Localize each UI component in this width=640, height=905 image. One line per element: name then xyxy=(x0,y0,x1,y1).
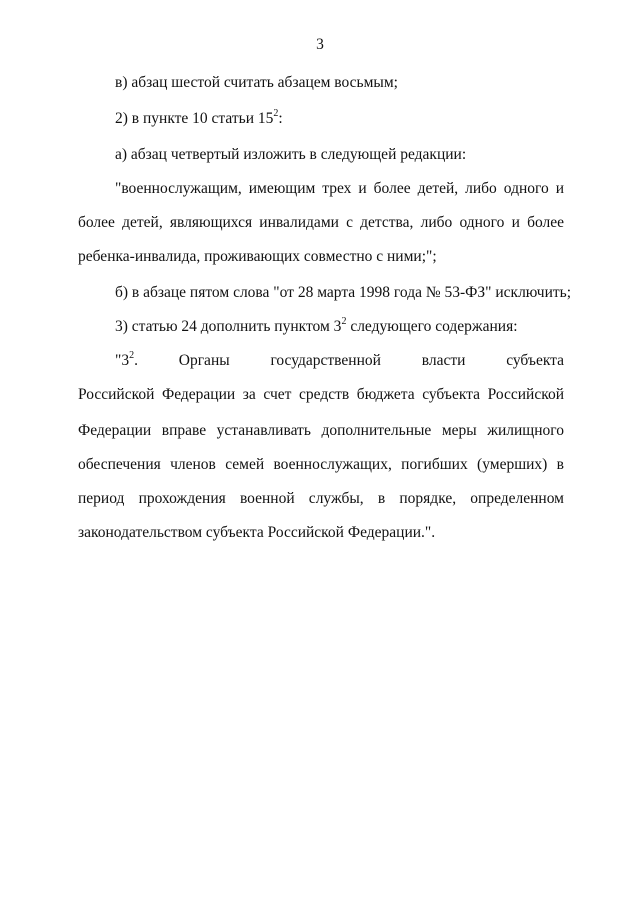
line-text: : xyxy=(278,110,283,127)
line-text xyxy=(115,349,135,370)
line-text-part: "3 xyxy=(115,352,130,369)
page-number: 3 xyxy=(316,36,324,53)
line-text: следующего содержания: xyxy=(346,318,518,335)
paragraph-line xyxy=(115,315,518,336)
line-text: . Органы государственной власти субъекта xyxy=(134,352,564,369)
paragraph-line: "военнослужащим, имеющим трех и более детей, либо одного и xyxy=(115,180,564,197)
paragraph-line: Российской Федерации за счет средств бюджета субъекта Российской xyxy=(78,386,564,403)
paragraph-line: период прохождения военной службы, в порядке, определенном xyxy=(78,490,564,507)
superscript: 2 xyxy=(129,349,135,361)
paragraph-line: обеспечения членов семей военнослужащих, погибших (умерших) в xyxy=(78,456,564,473)
paragraph-line: Федерации вправе устанавливать дополнительные меры жилищного xyxy=(78,422,564,439)
paragraph-line: б) в абзаце пятом слова "от 28 марта 1998 года № 53-ФЗ" исключить; xyxy=(115,284,572,301)
paragraph-line: более детей, являющихся инвалидами с детства, либо одного и более xyxy=(78,214,564,231)
superscript: 2 xyxy=(273,107,279,119)
paragraph-line xyxy=(115,107,283,128)
line-text: 3) статью 24 дополнить пунктом 3 xyxy=(115,318,342,335)
superscript: 2 xyxy=(341,315,347,327)
paragraph-line: ребенка-инвалида, проживающих совместно с ними;"; xyxy=(78,248,437,265)
paragraph-line: а) абзац четвертый изложить в следующей редакции: xyxy=(115,146,467,163)
paragraph-line: в) абзац шестой считать абзацем восьмым; xyxy=(115,74,398,91)
paragraph-line: законодательством субъекта Российской Федерации.". xyxy=(78,524,436,541)
line-text: 2) в пункте 10 статьи 15 xyxy=(115,110,274,127)
paragraph-line xyxy=(115,349,564,370)
